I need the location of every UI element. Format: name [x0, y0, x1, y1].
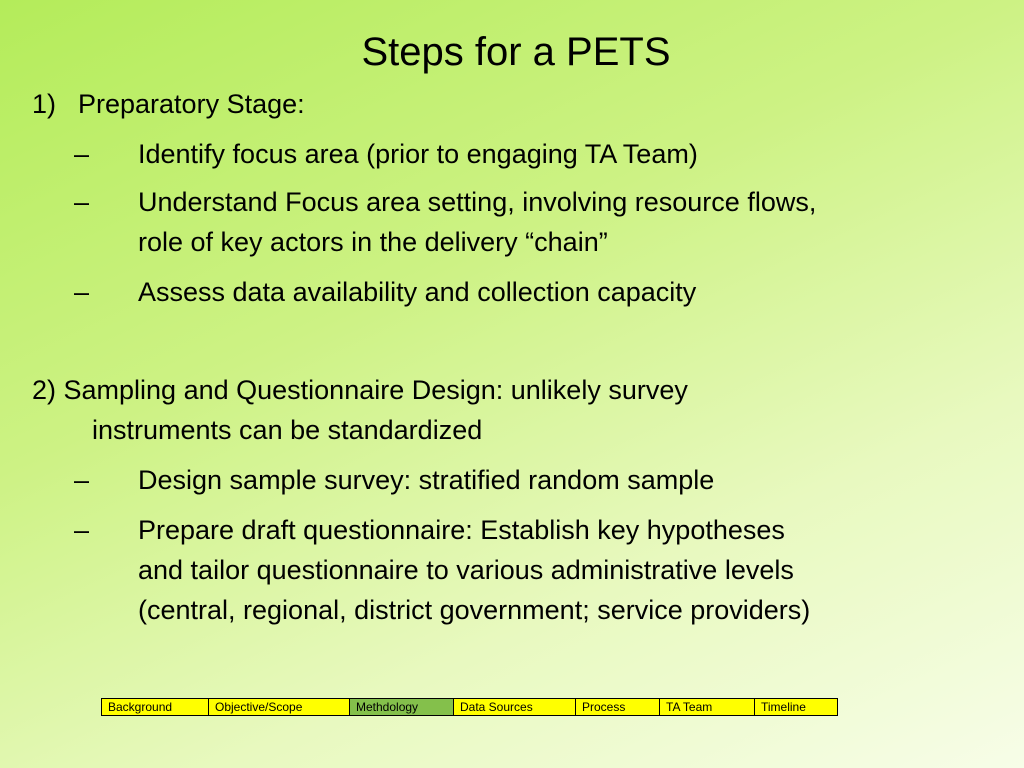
section1-item2-line2: role of key actors in the delivery “chain”: [138, 227, 608, 257]
section2-heading-line1: 2) Sampling and Questionnaire Design: unlikely survey: [32, 375, 688, 405]
nav-data-sources[interactable]: Data Sources: [454, 699, 576, 715]
nav-timeline[interactable]: Timeline: [761, 700, 806, 714]
section1-item1-line1: Identify focus area (prior to engaging TA Team): [138, 139, 698, 169]
bullet-dash: –: [74, 465, 90, 495]
section-nav-bar: [101, 698, 838, 716]
section1-item3-line1: Assess data availability and collection capacity: [138, 277, 697, 307]
section1-item2-line1: Understand Focus area setting, involving resource flows,: [138, 187, 817, 217]
bullet-dash: –: [74, 139, 90, 169]
nav-methodology[interactable]: Methdology: [350, 699, 454, 715]
nav-process[interactable]: Process: [576, 699, 660, 715]
section2-item2-line2: and tailor questionnaire to various administrative levels: [138, 555, 794, 585]
nav-objective-scope[interactable]: Objective/Scope: [209, 699, 350, 715]
slide-title: Steps for a PETS: [361, 30, 671, 74]
section2-heading-line2: instruments can be standardized: [92, 415, 483, 445]
bullet-dash: –: [74, 187, 90, 217]
section2-item2-line1: Prepare draft questionnaire: Establish key hypotheses: [138, 515, 785, 545]
section2-item2-line3: (central, regional, district government; service providers): [138, 595, 811, 625]
section1-heading: Preparatory Stage:: [78, 89, 305, 119]
nav-ta-team[interactable]: TA Team: [660, 699, 755, 715]
bullet-dash: –: [74, 515, 90, 545]
nav-background[interactable]: Background: [102, 699, 209, 715]
section2-item1-line1: Design sample survey: stratified random sample: [138, 465, 715, 495]
bullet-dash: –: [74, 277, 90, 307]
section1-number: 1): [32, 89, 57, 119]
